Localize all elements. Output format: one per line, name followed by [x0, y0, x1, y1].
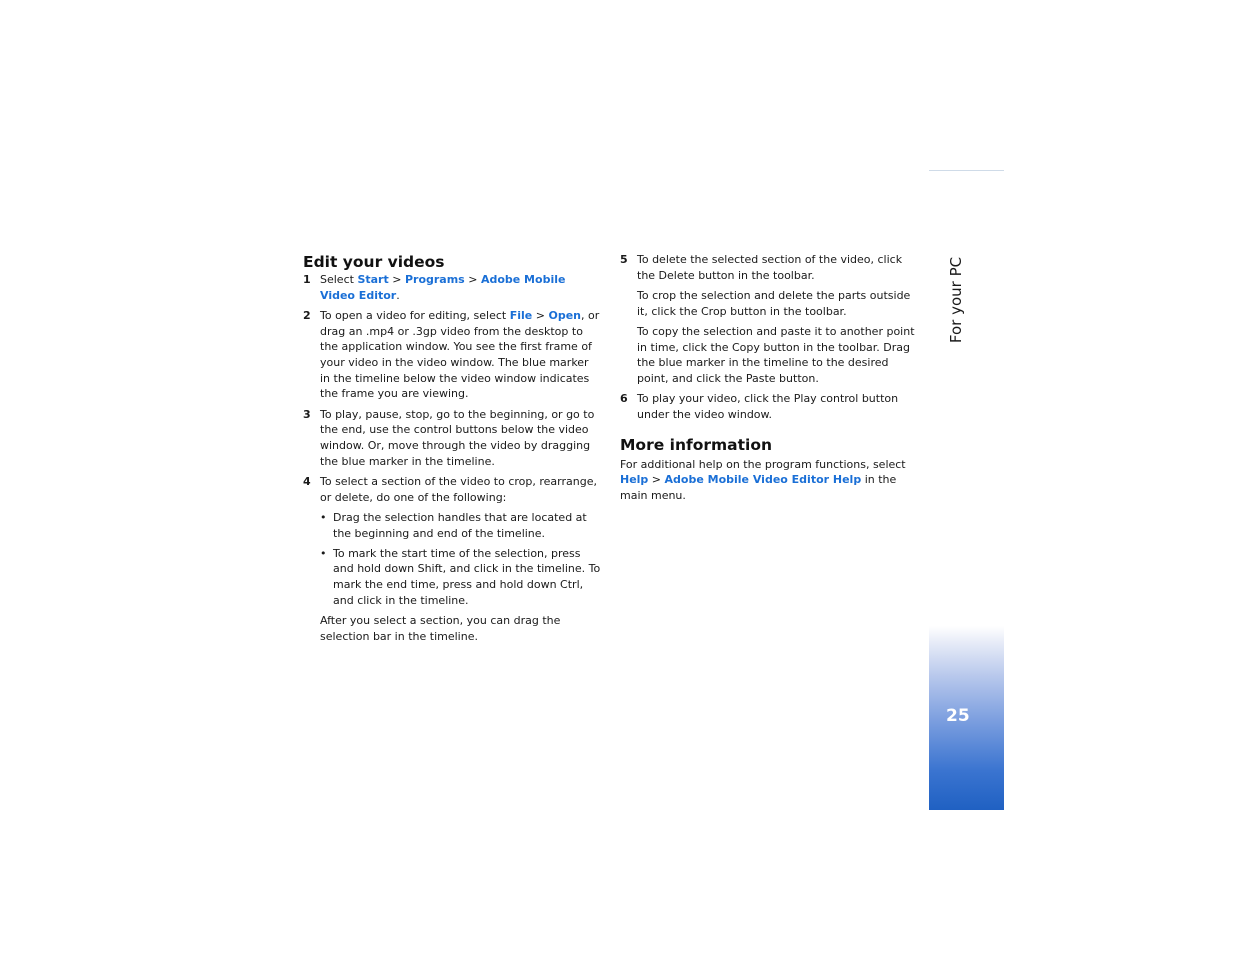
step-number: 1: [303, 273, 311, 286]
link-start[interactable]: Start: [357, 273, 389, 286]
step-text: To play, pause, stop, go to the beginning, or go to the end, use the control buttons below the video window. Or, move through the video by dragging the blue marker in the timeline.: [320, 407, 595, 468]
step-number: 3: [303, 407, 311, 421]
step-text: To play your video, click the Play control button under the video window.: [637, 392, 899, 421]
step-number: 5: [620, 253, 628, 266]
bullet-text: Drag the selection handles that are located at the beginning and end of the timeline.: [333, 510, 587, 540]
more-information-text: [620, 457, 920, 504]
step-text: To open a video for editing, select: [320, 308, 510, 322]
link-adobe-mobile-video-editor[interactable]: Adobe Mobile Video Editor: [320, 273, 566, 302]
paragraph-text: For additional help on the program functions, select: [620, 457, 906, 471]
link-help[interactable]: Help: [620, 473, 649, 487]
step-number: 4: [303, 474, 311, 488]
separator: >: [532, 308, 549, 322]
step-text: To select a section of the video to crop, rearrange, or delete, do one of the following:: [320, 474, 597, 504]
step-text: To delete the selected section of the video, click the Delete button in the toolbar.: [637, 253, 903, 282]
step-number: 6: [620, 392, 628, 406]
link-programs[interactable]: Programs: [404, 273, 465, 286]
step-text-end: , or drag an .mp4 or .3gp video from the desktop to the application window. You see the first frame of your video in the video window. The blue marker in the timeline below the video window indicates the frame you are viewing.: [320, 308, 600, 401]
link-adobe-mobile-video-editor-help[interactable]: Adobe Mobile Video Editor Help: [664, 473, 862, 487]
step-4-after-text: After you select a section, you can drag the selection bar in the timeline.: [320, 614, 561, 643]
step-text-end: .: [396, 288, 400, 302]
paragraph-text-end: in the main menu.: [620, 473, 897, 502]
bullet-dot-icon: •: [320, 546, 327, 560]
bullet-text: To mark the start time of the selection, press and hold down Shift, and click in the timeline. To mark the end time, press and hold down Ctrl, and click in the timeline.: [333, 546, 601, 607]
right-column: [620, 252, 920, 504]
link-open[interactable]: Open: [548, 308, 581, 322]
chapter-title: For your PC: [947, 256, 965, 344]
step-3: [303, 407, 601, 470]
step-4: [303, 474, 601, 505]
step-number: 2: [303, 308, 311, 322]
step-1: [303, 272, 601, 303]
step-2: [303, 308, 601, 402]
separator: >: [388, 273, 405, 286]
bullet-dot-icon: •: [320, 510, 327, 524]
separator: >: [464, 273, 481, 286]
section-heading-edit-videos: Edit your videos: [303, 253, 445, 271]
link-file[interactable]: File: [509, 308, 533, 322]
left-column: [303, 252, 601, 649]
step-5-copy-text: To copy the selection and paste it to another point in time, click the Copy button in the toolbar. Drag the blue marker in the timeline to the desired point, and click the Paste button.: [637, 324, 915, 385]
section-heading-more-information: More information: [620, 435, 773, 454]
page-number: 25: [946, 706, 970, 726]
bullet-item: [303, 510, 601, 541]
step-text: Select: [320, 273, 358, 286]
separator: >: [648, 473, 665, 487]
step-5: [620, 252, 920, 283]
step-5-crop-text: To crop the selection and delete the parts outside it, click the Crop button in the toolbar.: [637, 288, 911, 318]
step-6: [620, 391, 920, 422]
bullet-item: [303, 546, 601, 609]
